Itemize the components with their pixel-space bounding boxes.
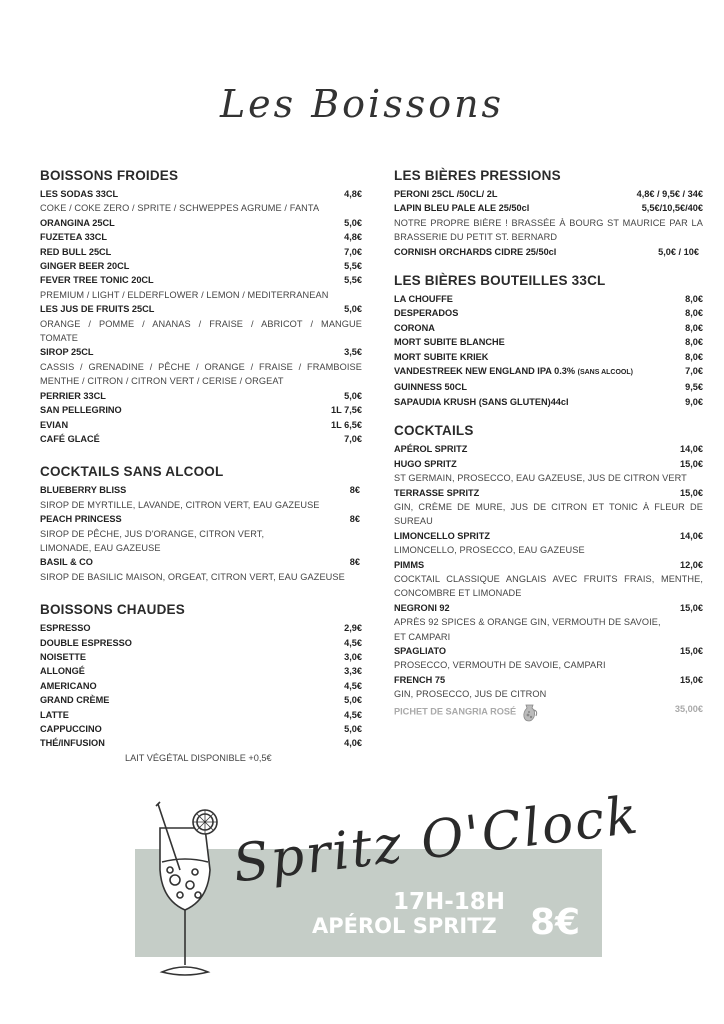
menu-item: GRAND CRÈME 5,0€ bbox=[40, 695, 362, 706]
right-column bbox=[394, 168, 703, 722]
cocktail-glass-icon bbox=[150, 800, 225, 985]
menu-item: NOISETTE 3,0€ bbox=[40, 651, 362, 662]
promo-price: 8€ bbox=[530, 902, 581, 943]
menu-item: APÉROL SPRITZ 14,0€ bbox=[394, 444, 703, 455]
item-description: SIROP DE MYRTILLE, LAVANDE, CITRON VERT, EAU GAZEUSE bbox=[40, 499, 320, 510]
item-description: TOMATE bbox=[40, 333, 79, 344]
item-description: MENTHE / CITRON / CITRON VERT / CERISE / ORGEAT bbox=[40, 376, 284, 387]
menu-item: ALLONGÉ 3,3€ bbox=[40, 666, 362, 677]
spritz-oclock-script: Spritz O'Clock bbox=[229, 785, 643, 895]
item-description: SIROP DE PÊCHE, JUS D'ORANGE, CITRON VERT, bbox=[40, 528, 265, 539]
left-column bbox=[40, 168, 362, 763]
section-title: LES BIÈRES PRESSIONS bbox=[394, 168, 561, 183]
menu-item: FUZETEA 33CL 4,8€ bbox=[40, 232, 362, 243]
menu-item: PEACH PRINCESS 8€ bbox=[40, 514, 360, 525]
menu-item: HUGO SPRITZ 15,0€ bbox=[394, 458, 703, 469]
item-description: GIN, CRÈME DE MURE, JUS DE CITRON ET TONIC À FLEUR DE bbox=[394, 501, 703, 512]
menu-item: SAPAUDIA KRUSH (SANS GLUTEN)44cl 9,0€ bbox=[394, 396, 703, 407]
menu-item: TERRASSE SPRITZ 15,0€ bbox=[394, 487, 703, 498]
menu-item: PERONI 25CL /50CL/ 2L 4,8€ / 9,5€ / 34€ bbox=[394, 189, 703, 199]
section-title: BOISSONS FROIDES bbox=[40, 168, 179, 183]
section-cocktails bbox=[394, 423, 703, 721]
menu-item: LES SODAS 33CL 4,8€ bbox=[40, 189, 362, 199]
menu-item: NEGRONI 92 15,0€ bbox=[394, 602, 703, 613]
sans-alcool-tag: (SANS ALCOOL) bbox=[577, 369, 633, 377]
menu-item: ESPRESSO 2,9€ bbox=[40, 623, 362, 634]
item-description: COKE / COKE ZERO / SPRITE / SCHWEPPES AGRUME / FANTA bbox=[40, 203, 320, 214]
item-description: CASSIS / GRENADINE / PÊCHE / ORANGE / FRAISE / FRAMBOISE bbox=[40, 361, 362, 372]
menu-item: LATTE 4,5€ bbox=[40, 709, 362, 720]
page-title: Les Boissons bbox=[219, 82, 505, 126]
section-title: COCKTAILS SANS ALCOOL bbox=[40, 464, 224, 480]
pitcher-icon bbox=[520, 702, 540, 722]
item-description: ST GERMAIN, PROSECCO, EAU GAZEUSE, JUS DE CITRON VERT bbox=[394, 473, 687, 484]
plant-milk-note: LAIT VÉGÉTAL DISPONIBLE +0,5€ bbox=[125, 752, 272, 763]
menu-item: FRENCH 75 15,0€ bbox=[394, 674, 703, 685]
item-description: BRASSERIE DU PETIT ST. BERNARD bbox=[394, 232, 558, 243]
menu-item: LAPIN BLEU PALE ALE 25/50cl 5,5€/10,5€/40€ bbox=[394, 203, 703, 214]
item-description: LIMONCELLO, PROSECCO, EAU GAZEUSE bbox=[394, 545, 585, 556]
item-description: PROSECCO, VERMOUTH DE SAVOIE, CAMPARI bbox=[394, 660, 606, 671]
menu-item: LA CHOUFFE 8,0€ bbox=[394, 294, 703, 305]
menu-item: CAPPUCCINO 5,0€ bbox=[40, 724, 362, 734]
menu-item: SAN PELLEGRINO 1L 7,5€ bbox=[40, 405, 362, 416]
menu-item: DESPERADOS 8,0€ bbox=[394, 308, 703, 319]
promo-time: 17H-18H bbox=[393, 889, 506, 915]
item-description: NOTRE PROPRE BIÈRE ! BRASSÉE À BOURG ST MAURICE PAR LA bbox=[394, 217, 703, 228]
menu-item: ORANGINA 25CL 5,0€ bbox=[40, 217, 362, 228]
item-description: ET CAMPARI bbox=[394, 631, 451, 642]
menu-item: BLUEBERRY BLISS 8€ bbox=[40, 485, 360, 496]
section-boissons-chaudes bbox=[40, 602, 362, 763]
item-description: ORANGE / POMME / ANANAS / FRAISE / ABRICOT / MANGUE bbox=[40, 318, 362, 329]
menu-item: AMERICANO 4,5€ bbox=[40, 680, 362, 691]
menu-item: BASIL & CO 8€ bbox=[40, 557, 360, 568]
menu-item: DOUBLE ESPRESSO 4,5€ bbox=[40, 637, 362, 648]
menu-item: CORNISH ORCHARDS CIDRE 25/50cl 5,0€ / 10€ bbox=[394, 246, 699, 257]
section-title: LES BIÈRES BOUTEILLES 33CL bbox=[394, 273, 606, 289]
menu-item: PERRIER 33CL 5,0€ bbox=[40, 390, 362, 401]
menu-item: SPAGLIATO 15,0€ bbox=[394, 645, 703, 656]
menu-item: SIROP 25CL 3,5€ bbox=[40, 347, 362, 358]
item-description: PREMIUM / LIGHT / ELDERFLOWER / LEMON / MEDITERRANEAN bbox=[40, 289, 329, 300]
section-title: BOISSONS CHAUDES bbox=[40, 602, 185, 618]
menu-item: PIMMS 12,0€ bbox=[394, 559, 703, 570]
item-description: SIROP DE BASILIC MAISON, ORGEAT, CITRON VERT, EAU GAZEUSE bbox=[40, 571, 345, 582]
item-description: SUREAU bbox=[394, 516, 433, 527]
menu-item: THÉ/INFUSION 4,0€ bbox=[40, 738, 362, 749]
menu-item: RED BULL 25CL 7,0€ bbox=[40, 246, 362, 257]
menu-item: MORT SUBITE BLANCHE 8,0€ bbox=[394, 337, 703, 348]
menu-item: VANDESTREEK NEW ENGLAND IPA 0.3% (SANS ALCOOL) 7,0€ bbox=[394, 366, 703, 377]
menu-item: GINGER BEER 20CL 5,5€ bbox=[40, 261, 362, 272]
menu-item: FEVER TREE TONIC 20CL 5,5€ bbox=[40, 275, 362, 286]
menu-item: EVIAN 1L 6,5€ bbox=[40, 419, 362, 430]
menu-item: LIMONCELLO SPRITZ 14,0€ bbox=[394, 530, 703, 541]
menu-item: MORT SUBITE KRIEK 8,0€ bbox=[394, 351, 703, 362]
menu-item: CORONA 8,0€ bbox=[394, 322, 703, 333]
menu-item: PICHET DE SANGRIA ROSÉ 35,00€ bbox=[394, 702, 703, 722]
section-bieres-bouteilles bbox=[394, 273, 703, 409]
section-bieres-pressions bbox=[394, 168, 703, 259]
item-description: APRÈS 92 SPICES & ORANGE GIN, VERMOUTH DE SAVOIE, bbox=[394, 617, 661, 628]
section-cocktails-sans-alcool bbox=[40, 464, 362, 584]
menu-item: GUINNESS 50CL 9,5€ bbox=[394, 382, 703, 393]
item-description: GIN, PROSECCO, JUS DE CITRON bbox=[394, 689, 547, 700]
promo-drink: APÉROL SPRITZ bbox=[312, 914, 497, 938]
section-title: COCKTAILS bbox=[394, 423, 474, 439]
item-description: COCKTAIL CLASSIQUE ANGLAIS AVEC FRUITS FRAIS, MENTHE, bbox=[394, 573, 703, 584]
item-description: LIMONADE, EAU GAZEUSE bbox=[40, 542, 161, 553]
item-description: CONCOMBRE ET LIMONADE bbox=[394, 588, 522, 599]
menu-item: CAFÉ GLACÉ 7,0€ bbox=[40, 433, 362, 444]
section-boissons-froides bbox=[40, 168, 362, 446]
menu-item: LES JUS DE FRUITS 25CL 5,0€ bbox=[40, 304, 362, 315]
